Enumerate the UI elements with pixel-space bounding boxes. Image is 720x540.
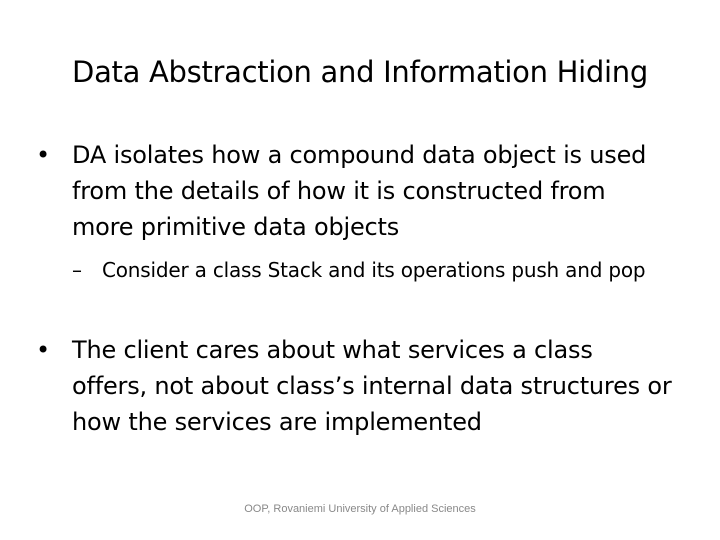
bullet-text: DA isolates how a compound data object is used from the details of how it is constructed from more primitive data objects — [72, 141, 647, 241]
bullet-marker: • — [36, 141, 50, 169]
slide-title: Data Abstraction and Information Hiding — [72, 55, 648, 89]
bullet-marker: • — [36, 336, 50, 364]
bullet-text: The client cares about what services a class offers, not about class’s internal data structures or how the services are implemented — [72, 336, 672, 436]
sub-bullet-marker: – — [72, 258, 82, 282]
sub-bullet-text: Consider a class Stack and its operations push and pop — [102, 258, 646, 282]
slide-footer: OOP, Rovaniemi University of Applied Sciences — [244, 503, 476, 515]
